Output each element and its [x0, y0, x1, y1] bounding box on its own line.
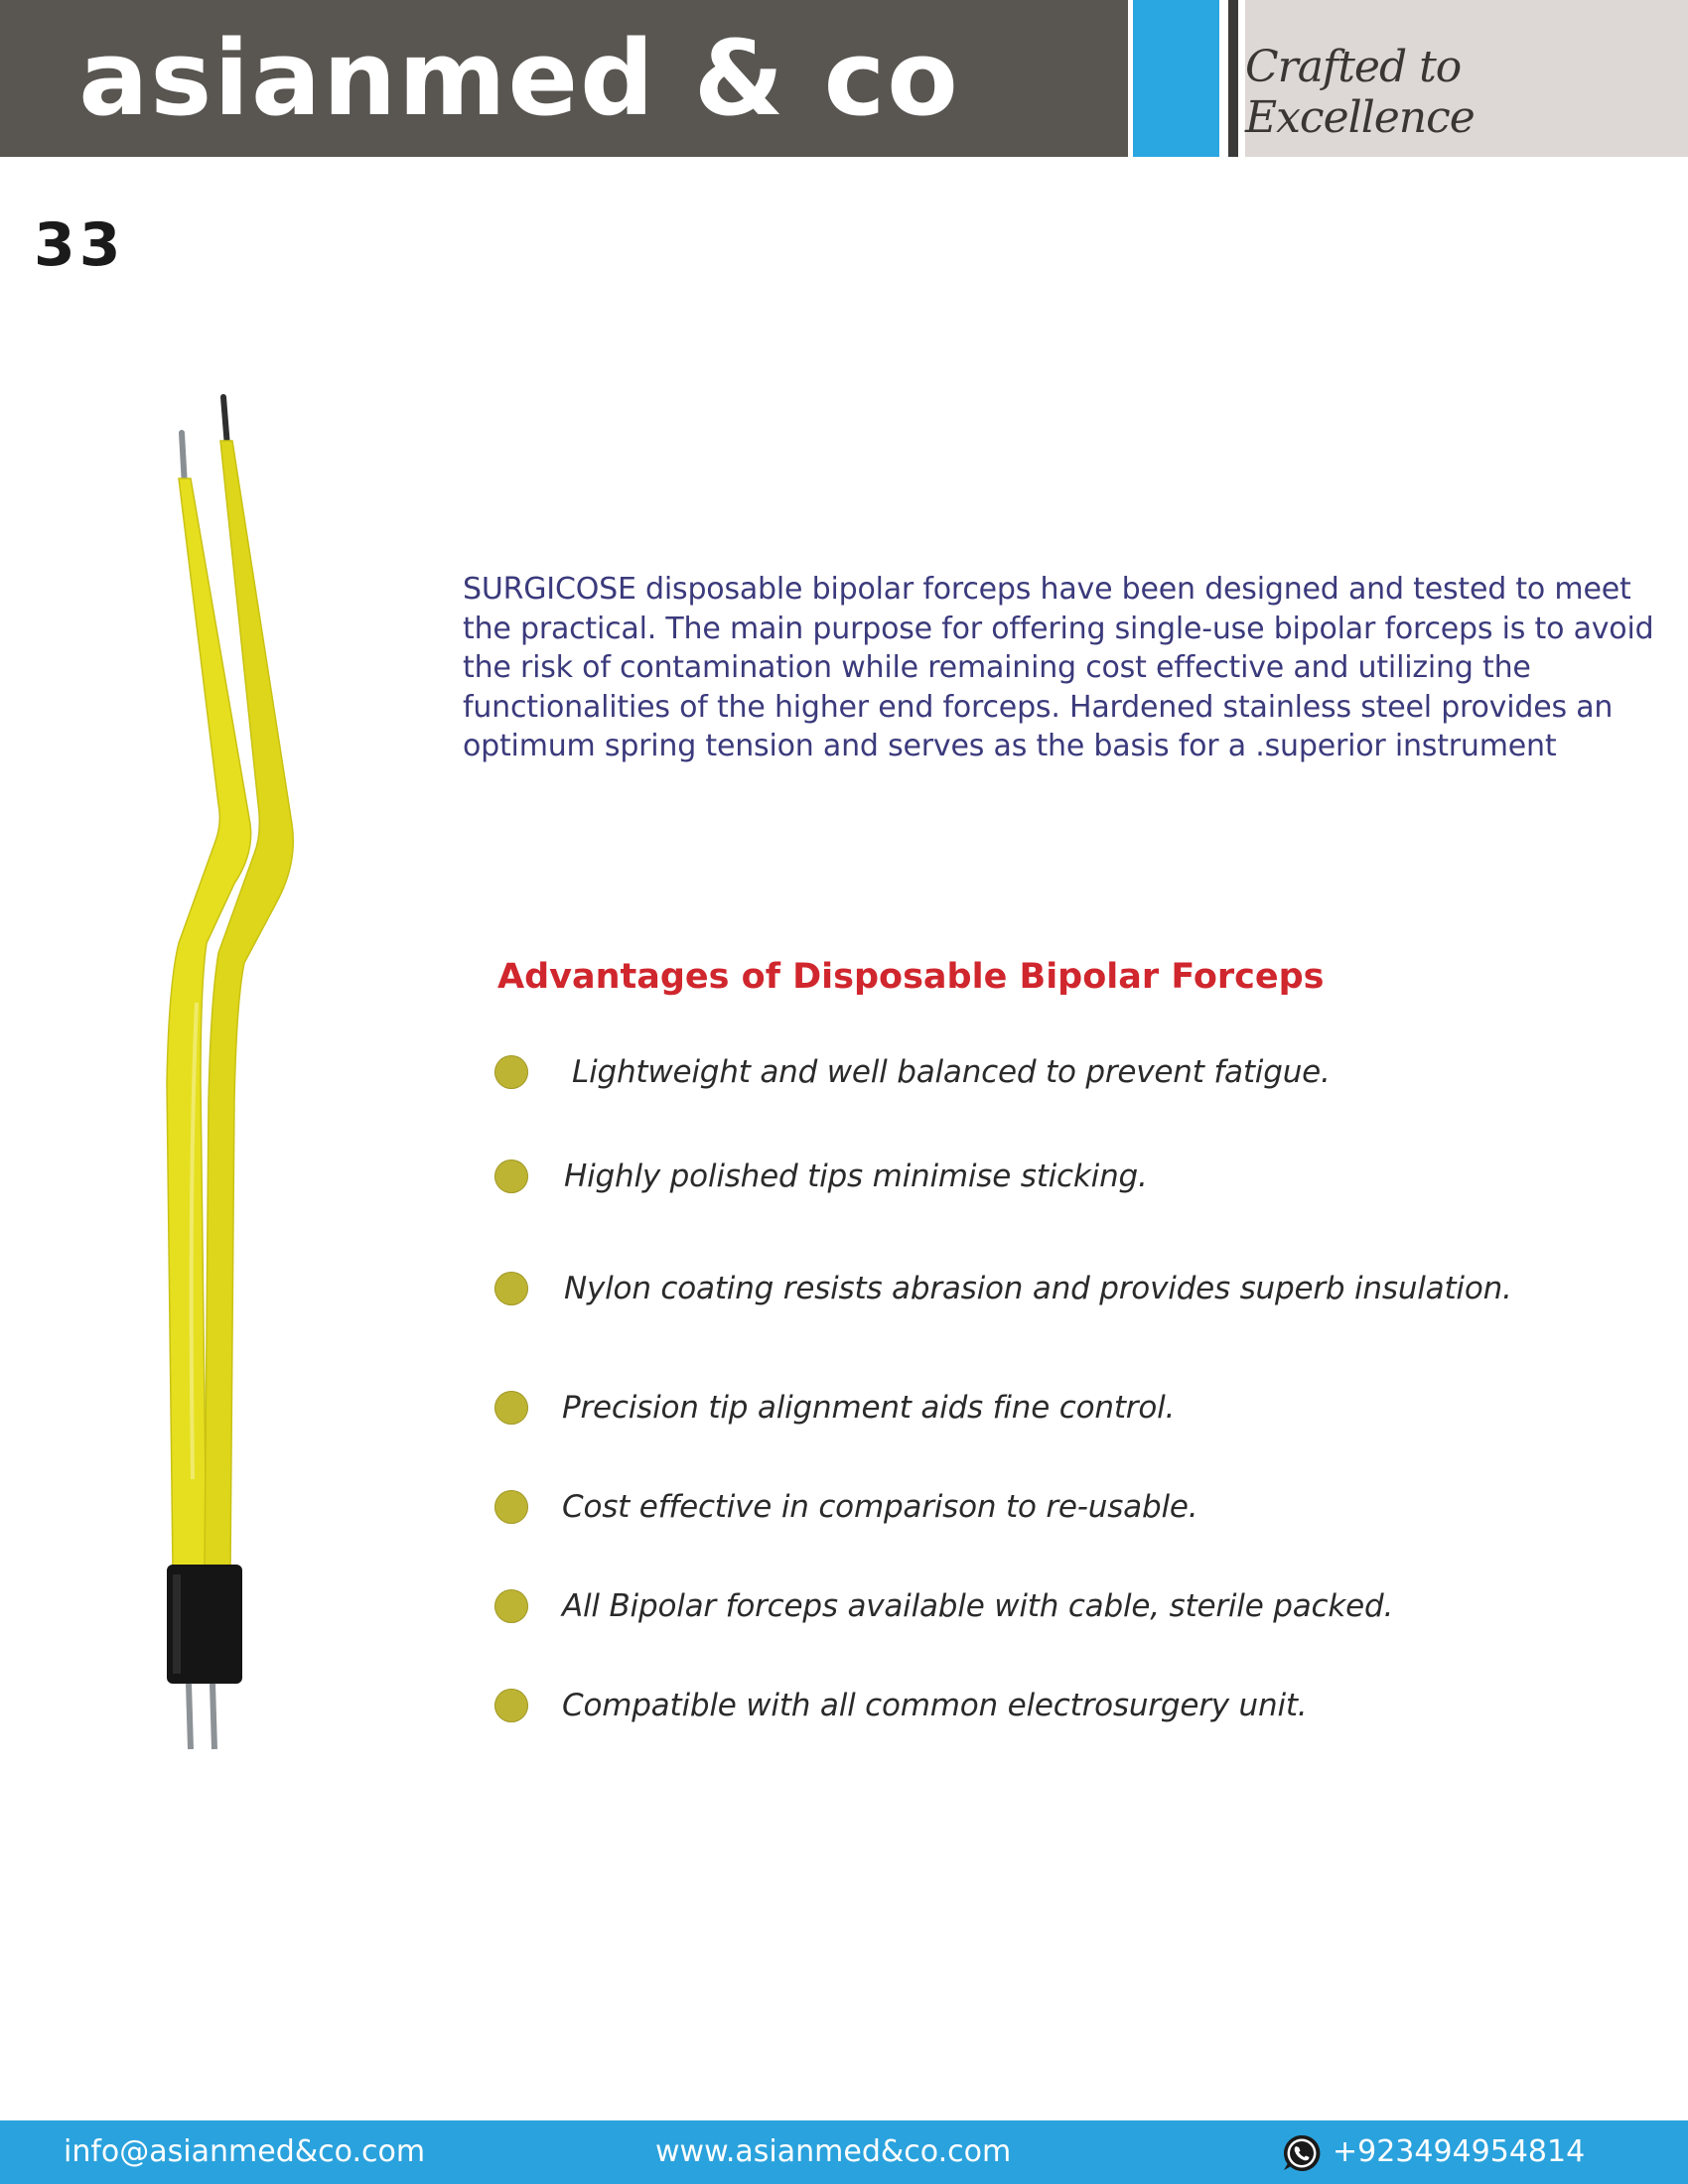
- footer-email-link[interactable]: info@asianmed&co.com: [64, 2134, 426, 2169]
- bullet-dot-icon: [494, 1391, 528, 1425]
- advantage-text: Lightweight and well balanced to prevent fatigue.: [572, 1054, 1331, 1090]
- list-item: [494, 1159, 1636, 1198]
- bullet-dot-icon: [494, 1055, 528, 1089]
- bullet-dot-icon: [494, 1689, 528, 1722]
- footer-bar: [0, 2120, 1688, 2184]
- accent-stripe-blue: [1133, 0, 1219, 157]
- advantage-text: Nylon coating resists abrasion and provides superb insulation.: [564, 1271, 1512, 1306]
- brand-logo: asianmed & co: [78, 18, 960, 139]
- brand-block: [0, 0, 1128, 157]
- bullet-dot-icon: [494, 1589, 528, 1623]
- product-description: SURGICOSE disposable bipolar forceps have been designed and tested to meet the practical. The main purpose for offering single-use bipolar forceps is to avoid the risk of contamination while remaining cost effective and utilizing the functionalities of the higher end forceps. Hardened stainless steel provides an optimum spring tension and serves as the basis for a .superior instrument: [463, 572, 1654, 763]
- advantages-title: Advantages of Disposable Bipolar Forceps: [497, 957, 1325, 997]
- tagline: Crafted to Excellence: [1245, 42, 1475, 143]
- list-item: [494, 1271, 1636, 1310]
- header-banner: [0, 0, 1688, 159]
- advantage-text: Precision tip alignment aids fine control.: [562, 1390, 1176, 1426]
- advantage-text: Highly polished tips minimise sticking.: [564, 1159, 1148, 1194]
- advantage-text: All Bipolar forceps available with cable, sterile packed.: [562, 1588, 1394, 1624]
- bullet-dot-icon: [494, 1160, 528, 1193]
- list-item: [494, 1489, 1636, 1529]
- whatsapp-icon: [1281, 2132, 1323, 2174]
- footer-phone-link[interactable]: +923494954814: [1333, 2134, 1586, 2169]
- advantage-text: Cost effective in comparison to re-usable.: [562, 1489, 1198, 1525]
- accent-stripe-dark: [1228, 0, 1238, 157]
- footer-website-link[interactable]: www.asianmed&co.com: [655, 2134, 1012, 2169]
- list-item: [494, 1390, 1636, 1430]
- list-item: [494, 1688, 1636, 1727]
- advantage-text: Compatible with all common electrosurgery unit.: [562, 1688, 1308, 1723]
- page-number: 33: [34, 210, 125, 280]
- list-item: [494, 1588, 1636, 1628]
- bullet-dot-icon: [494, 1490, 528, 1524]
- tagline-block: [1245, 0, 1688, 157]
- list-item: [494, 1054, 1636, 1094]
- bullet-dot-icon: [494, 1272, 528, 1305]
- bipolar-forceps-illustration: [149, 387, 328, 1757]
